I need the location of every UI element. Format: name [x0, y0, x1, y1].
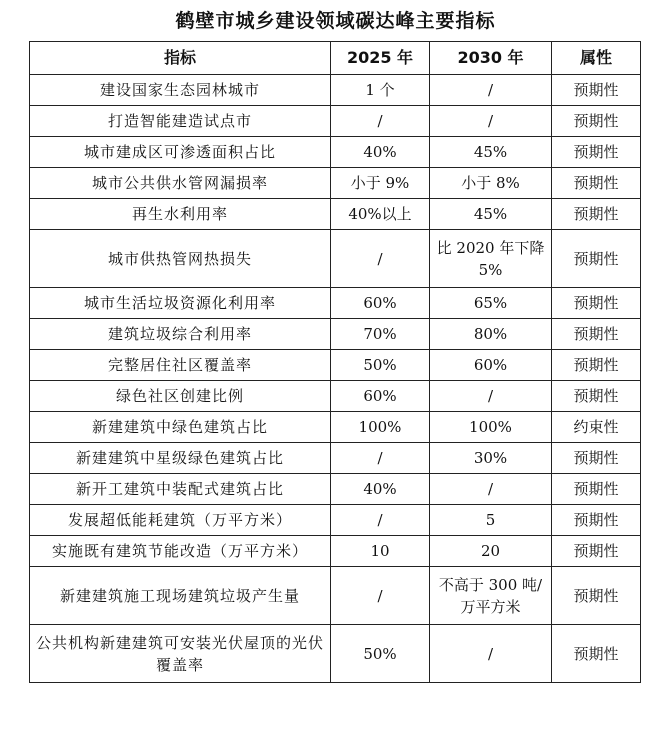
document-title: 鹤壁市城乡建设领域碳达峰主要指标: [175, 10, 496, 32]
value-2030-cell: 100%: [430, 412, 552, 443]
table-row: [30, 412, 641, 443]
table-row: [30, 137, 641, 168]
value-2025-cell: 70%: [331, 319, 430, 350]
table-row: [30, 106, 641, 137]
value-2030-cell: 比 2020 年下降 5%: [430, 230, 552, 288]
value-2025-cell: /: [331, 230, 430, 288]
table-row: [30, 625, 641, 683]
value-2025-cell: /: [331, 443, 430, 474]
value-2025-cell: 60%: [331, 381, 430, 412]
attribute-cell: 预期性: [552, 443, 641, 474]
attribute-cell: 预期性: [552, 288, 641, 319]
value-2030-cell: /: [430, 75, 552, 106]
table-row: [30, 168, 641, 199]
table-row: [30, 319, 641, 350]
table-row: [30, 474, 641, 505]
attribute-cell: 预期性: [552, 350, 641, 381]
table-header-row: [30, 42, 641, 75]
attribute-cell: 预期性: [552, 106, 641, 137]
indicator-cell: 公共机构新建建筑可安装光伏屋顶的光伏覆盖率: [30, 625, 331, 683]
value-2025-cell: 10: [331, 536, 430, 567]
value-2025-cell: /: [331, 567, 430, 625]
attribute-cell: 预期性: [552, 199, 641, 230]
attribute-cell: 预期性: [552, 168, 641, 199]
attribute-cell: 预期性: [552, 137, 641, 168]
table-row: [30, 199, 641, 230]
attribute-cell: 预期性: [552, 567, 641, 625]
value-2030-cell: /: [430, 474, 552, 505]
value-2030-cell: 45%: [430, 137, 552, 168]
value-2030-cell: 20: [430, 536, 552, 567]
value-2030-cell: 30%: [430, 443, 552, 474]
attribute-cell: 约束性: [552, 412, 641, 443]
value-2030-cell: 45%: [430, 199, 552, 230]
value-2030-cell: 65%: [430, 288, 552, 319]
value-2025-cell: 40%以上: [331, 199, 430, 230]
value-2025-cell: 40%: [331, 474, 430, 505]
attribute-cell: 预期性: [552, 505, 641, 536]
table-row: [30, 350, 641, 381]
value-2025-cell: 60%: [331, 288, 430, 319]
indicator-cell: 绿色社区创建比例: [30, 381, 331, 412]
indicator-cell: 新建建筑中星级绿色建筑占比: [30, 443, 331, 474]
indicator-cell: 发展超低能耗建筑（万平方米）: [30, 505, 331, 536]
indicator-cell: 城市公共供水管网漏损率: [30, 168, 331, 199]
attribute-cell: 预期性: [552, 381, 641, 412]
table-row: [30, 505, 641, 536]
value-2025-cell: 50%: [331, 350, 430, 381]
indicator-cell: 新开工建筑中装配式建筑占比: [30, 474, 331, 505]
indicator-cell: 完整居住社区覆盖率: [30, 350, 331, 381]
attribute-cell: 预期性: [552, 75, 641, 106]
indicator-cell: 打造智能建造试点市: [30, 106, 331, 137]
attribute-cell: 预期性: [552, 319, 641, 350]
indicator-cell: 实施既有建筑节能改造（万平方米）: [30, 536, 331, 567]
value-2025-cell: /: [331, 505, 430, 536]
indicator-cell: 城市供热管网热损失: [30, 230, 331, 288]
indicator-cell: 再生水利用率: [30, 199, 331, 230]
table-row: [30, 230, 641, 288]
indicators-table: [29, 41, 641, 683]
value-2030-cell: 80%: [430, 319, 552, 350]
value-2025-cell: 1 个: [331, 75, 430, 106]
value-2030-cell: 60%: [430, 350, 552, 381]
header-indicator: 指标: [30, 42, 331, 75]
value-2030-cell: /: [430, 381, 552, 412]
value-2025-cell: 50%: [331, 625, 430, 683]
header-2025: 2025 年: [331, 42, 430, 75]
table-row: [30, 75, 641, 106]
indicator-cell: 建筑垃圾综合利用率: [30, 319, 331, 350]
header-2030: 2030 年: [430, 42, 552, 75]
attribute-cell: 预期性: [552, 230, 641, 288]
attribute-cell: 预期性: [552, 474, 641, 505]
indicator-cell: 城市生活垃圾资源化利用率: [30, 288, 331, 319]
table-row: [30, 381, 641, 412]
attribute-cell: 预期性: [552, 536, 641, 567]
indicator-cell: 建设国家生态园林城市: [30, 75, 331, 106]
indicator-cell: 城市建成区可渗透面积占比: [30, 137, 331, 168]
indicator-cell: 新建建筑中绿色建筑占比: [30, 412, 331, 443]
table-row: [30, 536, 641, 567]
value-2030-cell: 小于 8%: [430, 168, 552, 199]
table-row: [30, 443, 641, 474]
table-row: [30, 288, 641, 319]
value-2025-cell: 小于 9%: [331, 168, 430, 199]
table-row: [30, 567, 641, 625]
value-2030-cell: /: [430, 106, 552, 137]
value-2025-cell: 100%: [331, 412, 430, 443]
value-2030-cell: /: [430, 625, 552, 683]
value-2030-cell: 5: [430, 505, 552, 536]
value-2025-cell: 40%: [331, 137, 430, 168]
header-attribute: 属性: [552, 42, 641, 75]
attribute-cell: 预期性: [552, 625, 641, 683]
value-2025-cell: /: [331, 106, 430, 137]
value-2030-cell: 不高于 300 吨/万平方米: [430, 567, 552, 625]
indicator-cell: 新建建筑施工现场建筑垃圾产生量: [30, 567, 331, 625]
